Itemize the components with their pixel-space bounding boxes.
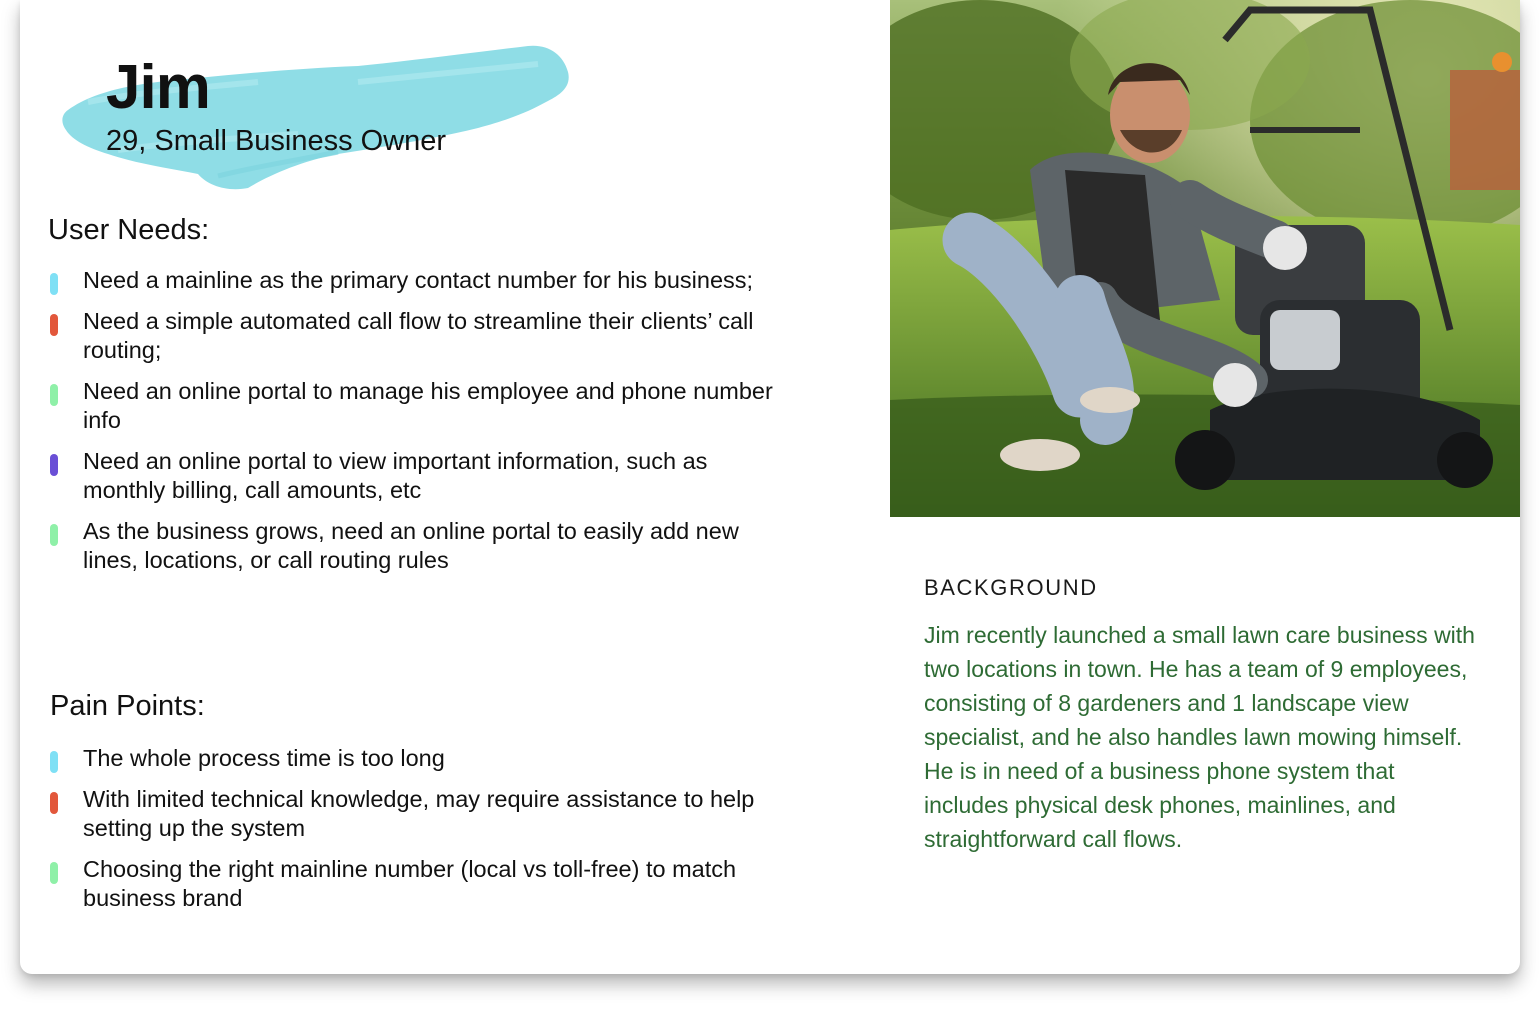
bullet-marker (50, 273, 58, 295)
pain-points-list (48, 744, 788, 913)
bullet-marker (50, 792, 58, 814)
bullet-marker (50, 751, 58, 773)
persona-name: Jim (106, 53, 210, 122)
list-item-text: With limited technical knowledge, may require assistance to help setting up the system (83, 786, 755, 841)
list-item (48, 307, 788, 365)
list-item (48, 377, 788, 435)
persona-photo (890, 0, 1520, 517)
list-item-text: As the business grows, need an online portal to easily add new lines, locations, or call routing rules (83, 518, 739, 573)
background-text: Jim recently launched a small lawn care business with two locations in town. He has a team of 9 employees, consisting of 8 gardeners and 1 landscape view specialist, and he also handles lawn mowing himself. He is in need of a business phone system that includes physical desk phones, mainlines, and straightforward call flows. (924, 622, 1475, 852)
persona-card (20, 0, 1520, 974)
user-needs-list (48, 266, 788, 575)
list-item-text: Need an online portal to manage his employee and phone number info (83, 378, 773, 433)
list-item-text: Need an online portal to view important information, such as monthly billing, call amounts, etc (83, 448, 708, 503)
bullet-marker (50, 862, 58, 884)
user-needs-heading: User Needs: (48, 214, 210, 246)
list-item-text: Need a mainline as the primary contact number for his business; (83, 267, 754, 293)
list-item-text: Need a simple automated call flow to streamline their clients’ call routing; (83, 308, 754, 363)
pain-points-heading: Pain Points: (50, 690, 205, 722)
list-item (48, 855, 788, 913)
bullet-marker (50, 524, 58, 546)
list-item (48, 447, 788, 505)
list-item (48, 517, 788, 575)
list-item (48, 744, 788, 773)
list-item (48, 266, 788, 295)
bullet-marker (50, 454, 58, 476)
persona-subtitle: 29, Small Business Owner (106, 125, 447, 157)
lawn-mower-photo-icon (890, 0, 1520, 517)
bullet-marker (50, 314, 58, 336)
list-item-text: The whole process time is too long (83, 745, 445, 771)
list-item (48, 785, 788, 843)
background-heading: BACKGROUND (924, 575, 1098, 600)
list-item-text: Choosing the right mainline number (local vs toll-free) to match business brand (83, 856, 737, 911)
bullet-marker (50, 384, 58, 406)
